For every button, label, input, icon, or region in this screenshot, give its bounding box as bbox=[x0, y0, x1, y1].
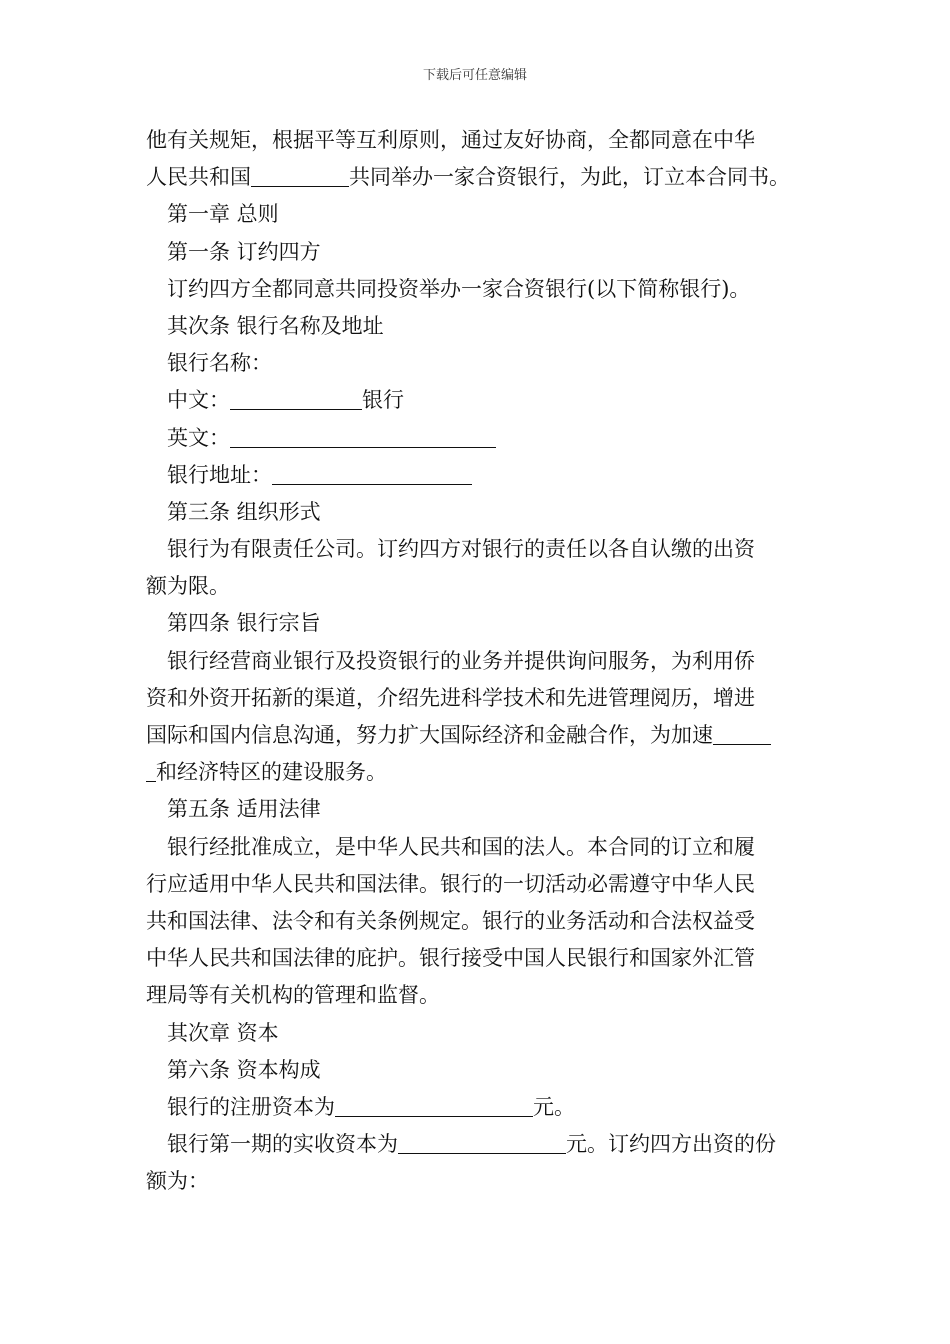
text-fragment: 银行第一期的实收资本为 bbox=[167, 1132, 398, 1157]
text-fragment: 元。 bbox=[533, 1094, 575, 1119]
field-label: 银行名称： bbox=[167, 351, 272, 376]
field-line bbox=[146, 420, 826, 457]
fill-in-blank bbox=[335, 1094, 533, 1117]
paragraph-line: 理局等有关机构的管理和监督。 bbox=[146, 983, 440, 1008]
chapter-heading: 第一章 总则 bbox=[167, 202, 279, 227]
text-fragment: 和经济特区的建设服务。 bbox=[156, 760, 387, 785]
paragraph-line: 资和外资开拓新的渠道，介绍先进科学技术和先进管理阅历，增进 bbox=[146, 685, 755, 710]
article-heading: 第三条 组织形式 bbox=[167, 499, 321, 524]
paragraph-line: 银行经营商业银行及投资银行的业务并提供询问服务，为利用侨 bbox=[167, 648, 755, 673]
text-fragment: 国际和国内信息沟通，努力扩大国际经济和金融合作，为加速 bbox=[146, 723, 713, 747]
page-header: 下载后可任意编辑 bbox=[422, 68, 527, 83]
paragraph-line: 中华人民共和国法律的庇护。银行接受中国人民银行和国家外汇管 bbox=[146, 946, 755, 971]
field-line bbox=[146, 457, 826, 494]
paragraph-line bbox=[146, 1126, 826, 1163]
fill-in-blank bbox=[251, 164, 349, 187]
fill-in-blank bbox=[230, 425, 496, 448]
paragraph-line: 额为限。 bbox=[146, 574, 230, 599]
article-heading: 其次条 银行名称及地址 bbox=[167, 313, 384, 338]
text-fragment: 共同举办一家合资银行，为此，订立本合同书。 bbox=[349, 165, 790, 190]
paragraph-line bbox=[146, 717, 826, 754]
paragraph-line: 行应适用中华人民共和国法律。银行的一切活动必需遵守中华人民 bbox=[146, 871, 755, 896]
paragraph-line: 银行为有限责任公司。订约四方对银行的责任以各自认缴的出资 bbox=[167, 537, 755, 562]
fill-in-blank bbox=[398, 1131, 566, 1154]
paragraph-line: 共和国法律、法令和有关条例规定。银行的业务活动和合法权益受 bbox=[146, 908, 755, 933]
field-line bbox=[146, 382, 826, 419]
text-fragment: 银行 bbox=[362, 388, 404, 413]
article-heading: 第六条 资本构成 bbox=[167, 1057, 321, 1082]
fill-in-blank bbox=[713, 722, 771, 745]
fill-in-blank bbox=[230, 387, 362, 410]
paragraph-line bbox=[146, 159, 826, 196]
article-heading: 第一条 订约四方 bbox=[167, 239, 321, 264]
paragraph-line bbox=[146, 754, 826, 791]
paragraph-line: 订约四方全都同意共同投资举办一家合资银行(以下简称银行)。 bbox=[167, 276, 751, 301]
paragraph-line: 他有关规矩，根据平等互利原则，通过友好协商，全都同意在中华 bbox=[146, 128, 755, 152]
paragraph-line: 额为： bbox=[146, 1169, 209, 1194]
field-label: 中文： bbox=[167, 388, 230, 413]
field-label: 银行地址： bbox=[167, 462, 272, 487]
fill-in-blank bbox=[146, 759, 156, 782]
text-fragment: 人民共和国 bbox=[146, 165, 251, 190]
field-label: 英文： bbox=[167, 425, 230, 450]
chapter-heading: 其次章 资本 bbox=[167, 1020, 279, 1045]
document-body bbox=[146, 122, 826, 1200]
text-fragment: 元。订约四方出资的份 bbox=[566, 1132, 776, 1157]
text-fragment: 银行的注册资本为 bbox=[167, 1094, 335, 1119]
paragraph-line: 银行经批准成立，是中华人民共和国的法人。本合同的订立和履 bbox=[167, 834, 755, 859]
article-heading: 第四条 银行宗旨 bbox=[167, 611, 321, 636]
article-heading: 第五条 适用法律 bbox=[167, 797, 321, 822]
paragraph-line bbox=[146, 1089, 826, 1126]
fill-in-blank bbox=[272, 462, 472, 485]
